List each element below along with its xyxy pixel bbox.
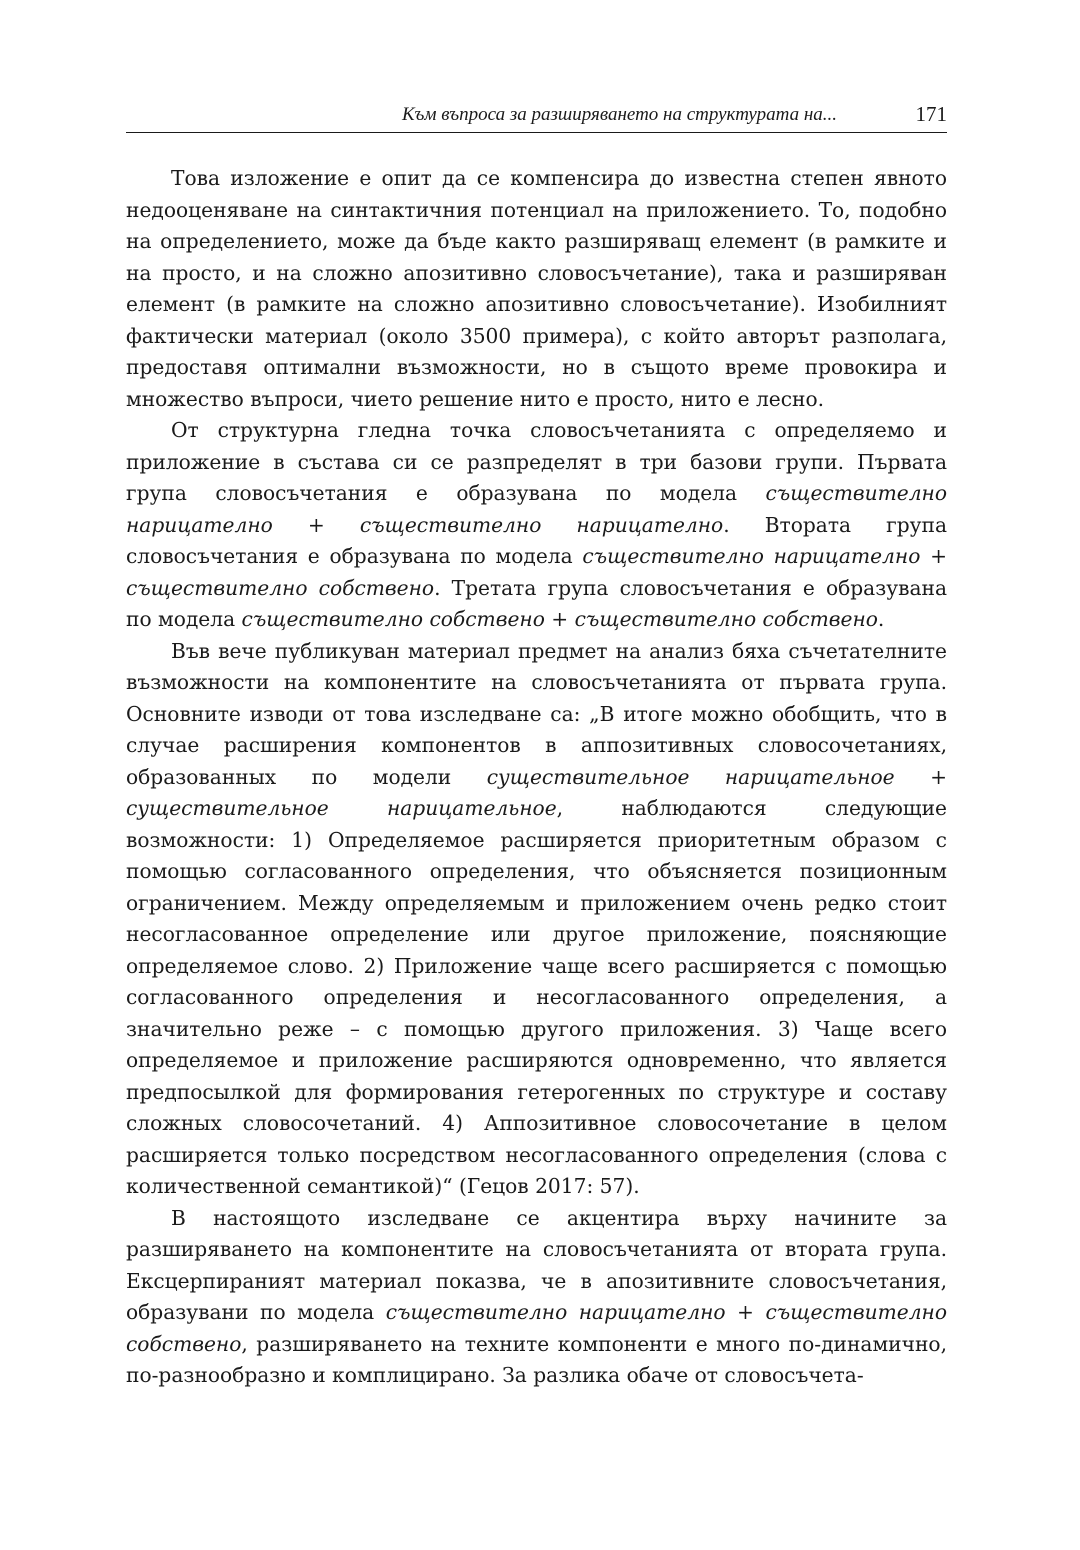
page-number: 171	[915, 102, 947, 126]
paragraph: От структурна гледна точка словосъчетанията с определяемо и приложение в състава си се разпределят в три базови групи. Първата група словосъчетания е образувана по модела съществително нарицателно + съществително нарицателно. Втората група словосъчетания е образувана по модела съществително нарицателно + съществително собствено. Третата група словосъчетания е образувана по модела съществително собствено + съществително собствено.	[126, 418, 948, 631]
body-text	[126, 163, 947, 1392]
running-head	[126, 96, 947, 133]
italic-model: съществително нарицателно + съществително нарицателно	[126, 481, 947, 537]
italic-model: съществително нарицателно + съществително собствено	[126, 1300, 947, 1356]
italic-model: съществително собствено + съществително собствено	[241, 607, 878, 631]
paragraph: В настоящото изследване се акцентира върху начините за разширяването на компонентите на словосъчетанията от втората група. Ексцерпираният материал показва, че в апозитивните словосъчетания, образувани по модела съществително нарицателно + съществително собствено, разширяването на техните компоненти е много по-динамично, по-разнообразно и комплицирано. За разлика обаче от словосъчета-	[126, 1205, 947, 1387]
paragraph: Във вече публикуван материал предмет на анализ бяха съчетателните възможности на компонентите на словосъчетанията от първата група. Основните изводи от това изследване са: „В итоге можно обобщить, что в случае расширения компонентов в аппозитивных словосочетаниях, образованных по модели существительное нарицательное + существительное нарицательное, наблюдаются следующие возможности: 1) Определяемое расширяется приоритетным образом с помощью согласованного определения, что объясняется позиционным ограничением. Между определяемым и приложением очень редко стоит несогласованное определение или другое приложение, поясняющие определяемое слово. 2) Приложение чаще всего расширяется с помощью согласованного определения и несогласованного определения, а значительно реже – с помощью другого приложения. 3) Чаще всего определяемое и приложение расширяются одновременно, что является предпосылкой для формирования гетерогенных по структуре и составу сложных словосочетаний. 4) Аппозитивное словосочетание в целом расширяется только посредством несогласованного определения (слова с количественной семантикой)“ (Гецов 2017: 57).	[126, 638, 947, 1198]
book-page	[126, 96, 947, 1392]
italic-model: существительное нарицательное + существительное нарицательное	[126, 764, 947, 820]
running-head-title: Към въпроса за разширяването на структурата на...	[401, 104, 837, 125]
italic-model: съществително нарицателно + съществително собствено	[126, 544, 947, 600]
paragraph: Това изложение е опит да се компенсира до известна степен явното недооценяване на синтактичния потенциал на приложението. То, подобно на определението, може да бъде както разширяващ елемент (в рамките и на просто, и на сложно апозитивно словосъчетание), така и разширяван елемент (в рамките на сложно апозитивно словосъчетание). Изобилният фактически материал (около 3500 примера), с който авторът разполага, предоставя оптимални възможности, но в същото време провокира и множество въпроси, чието решение нито е просто, нито е лесно.	[126, 166, 947, 411]
